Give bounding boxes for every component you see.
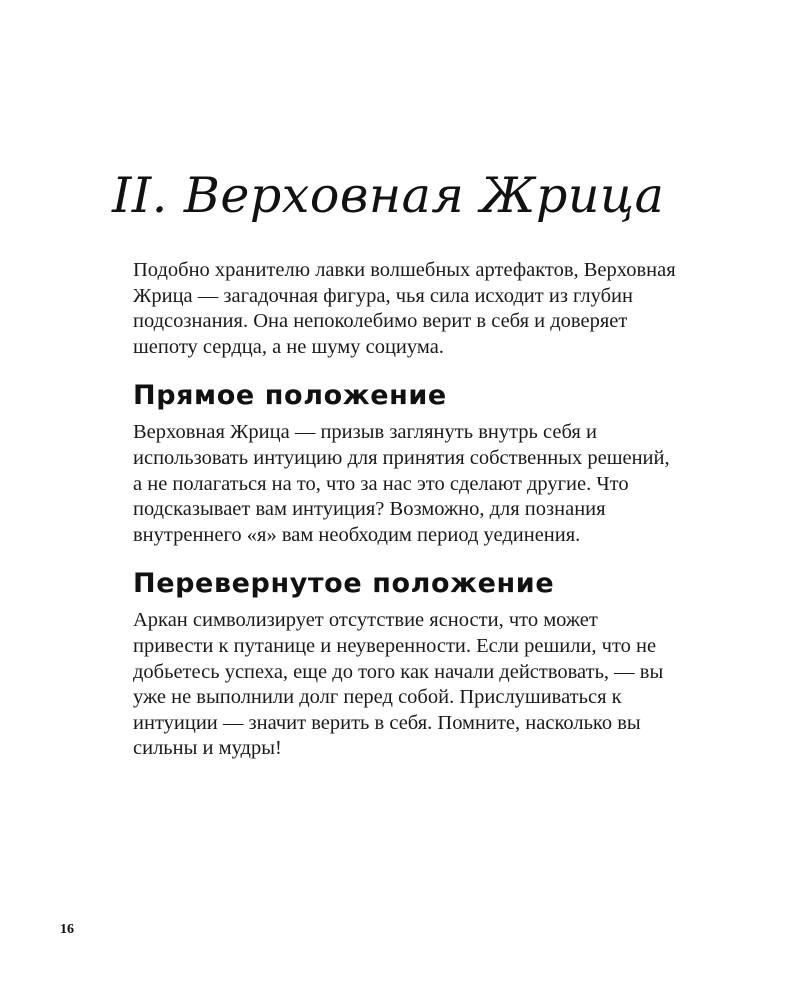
chapter-title: II. Верховная Жрица (112, 167, 665, 224)
intro-paragraph: Подобно хранителю лавки волшебных артефактов, Верховная Жрица — загадочная фигура, чья сила исходит из глубин подсознания. Она непоколебимо верит в себя и доверяет шепоту сердца, а не шуму социума. (133, 259, 676, 358)
reversed-paragraph: Аркан символизирует отсутствие ясности, что может привести к путанице и неуверенности. Если решили, что не добьетесь успеха, еще до того как начали действовать, — вы уже не выполнили долг перед собой. Прислушиваться к интуиции — значит верить в себя. Помните, насколько вы сильны и мудры! (133, 609, 664, 760)
page-number: 16 (60, 922, 74, 937)
page-content (133, 258, 678, 762)
upright-heading: Прямое положение (133, 380, 447, 412)
reversed-heading: Перевернутое положение (133, 568, 555, 600)
upright-paragraph: Верховная Жрица — призыв заглянуть внутрь себя и использовать интуицию для принятия собственных решений, а не полагаться на то, что за нас это сделают другие. Что подсказывает вам интуиция? Возможно, для познания внутреннего «я» вам необходим период уединения. (133, 421, 670, 546)
